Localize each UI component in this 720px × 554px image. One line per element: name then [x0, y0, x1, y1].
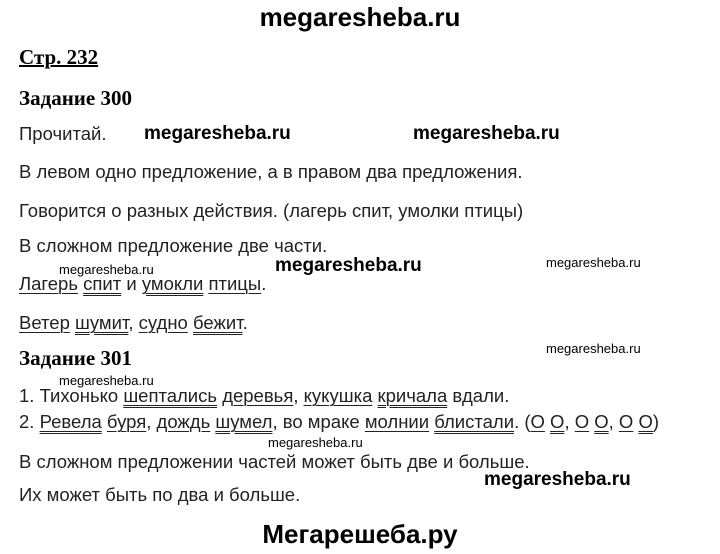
predicate-word: умокли [141, 273, 204, 294]
task-301-item-2 [19, 411, 659, 433]
task-300-intro: Прочитай. [19, 123, 107, 144]
predicate-word: шумел [215, 411, 273, 432]
subject-word: Ветер [19, 312, 70, 333]
subject-word: кукушка [303, 385, 373, 406]
task-301-title: Задание 301 [19, 346, 132, 370]
predicate-word: Ревела [39, 411, 102, 432]
watermark: megaresheba.ru [275, 255, 422, 276]
item-prefix: 1. Тихонько [19, 385, 124, 406]
task-300-line-2: Говорится о разных действия. (лагерь спит, умолки птицы) [19, 200, 524, 221]
task-300-line-3: В сложном предложение две части. [19, 235, 328, 256]
watermark: megaresheba.ru [59, 373, 154, 388]
punctuation: , [608, 411, 619, 432]
scheme-predicate: О [550, 411, 565, 432]
subject-word: судно [138, 312, 188, 333]
site-header: megaresheba.ru [259, 2, 461, 32]
watermark: megaresheba.ru [413, 123, 560, 144]
scheme-subject: О [530, 411, 545, 432]
scheme-subject: О [618, 411, 634, 432]
watermark: megaresheba.ru [268, 435, 363, 450]
punctuation: , [293, 385, 304, 406]
item-middle: , во мраке [272, 411, 365, 432]
task-301-line-4: Их может быть по два и больше. [19, 484, 301, 505]
task-300-line-1: В левом одно предложение, а в правом два предложения. [19, 161, 523, 182]
predicate-word: шумит [75, 312, 129, 333]
site-footer: Мегарешеба.ру [262, 519, 458, 549]
task-301-line-3: В сложном предложении частей может быть две и больше. [19, 451, 530, 472]
subject-word: дождь [156, 411, 211, 432]
page-number: Стр. 232 [19, 45, 99, 69]
punctuation: . [242, 312, 248, 333]
scheme-subject: О [574, 411, 590, 432]
scheme-predicate: О [638, 411, 653, 432]
conjunction: и [121, 273, 142, 294]
scheme-predicate: О [594, 411, 609, 432]
item-tail: вдали. [447, 385, 510, 406]
watermark: megaresheba.ru [59, 262, 154, 277]
item-prefix: 2. [19, 411, 40, 432]
punctuation: , [146, 411, 157, 432]
task-300-title: Задание 300 [19, 86, 132, 110]
predicate-word: кричала [377, 385, 448, 406]
predicate-word: блистали [434, 411, 515, 432]
scheme-close: ) [652, 411, 660, 432]
punctuation: , [128, 312, 139, 333]
predicate-word: спит [83, 273, 122, 294]
subject-word: буря [106, 411, 147, 432]
scheme-open: . ( [514, 411, 531, 432]
watermark: megaresheba.ru [484, 469, 631, 490]
subject-word: Лагерь [19, 273, 78, 294]
watermark: megaresheba.ru [546, 341, 641, 356]
subject-word: птицы [208, 273, 262, 294]
watermark: megaresheba.ru [144, 123, 291, 144]
subject-word: деревья [222, 385, 294, 406]
task-301-item-1 [19, 385, 509, 407]
subject-word: молнии [364, 411, 430, 432]
task-300-sentence-2 [19, 312, 248, 334]
punctuation: , [564, 411, 575, 432]
watermark: megaresheba.ru [546, 255, 641, 270]
punctuation: . [261, 273, 267, 294]
predicate-word: шептались [123, 385, 218, 406]
predicate-word: бежит [192, 312, 243, 333]
